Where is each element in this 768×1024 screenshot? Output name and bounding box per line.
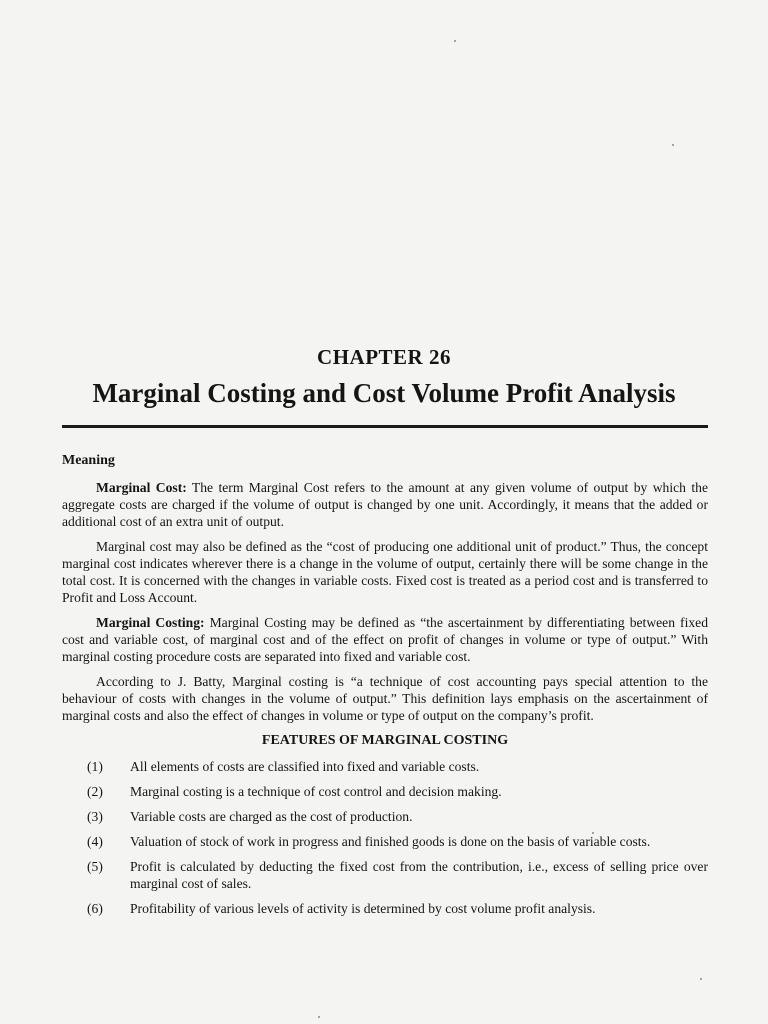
list-item-number: (4) [87,834,103,849]
list-item-number: (2) [87,784,103,799]
paragraph [62,538,708,606]
paragraph-lead: Marginal Cost: [96,480,187,495]
list-item-text: Profit is calculated by deducting the fixed cost from the contribution, i.e., excess of selling price over marginal cost of sales. [130,859,708,891]
list-item-number: (6) [87,901,103,916]
scan-speck [454,40,456,42]
features-heading: FEATURES OF MARGINAL COSTING [261,733,509,748]
list-item [62,758,708,775]
paragraph-text: Marginal Costing may be defined as “the ascertainment by differentiating between fixed cost and variable cost, of marginal cost and of the effect on profit of changes in volume or type of output.” With marginal costing procedure costs are separated into fixed and variable cost. [62,615,708,664]
list-item-text: Variable costs are charged as the cost of production. [130,809,413,824]
title-divider [62,425,708,428]
list-item-number: (5) [87,859,103,874]
features-list [62,758,708,917]
chapter-number: CHAPTER 26 [317,345,451,369]
scan-speck [672,144,674,146]
scan-speck [318,1016,320,1018]
list-item-number: (3) [87,809,103,824]
list-item [62,783,708,800]
scan-speck [700,978,702,980]
paragraph [62,614,708,665]
list-item-text: Profitability of various levels of activity is determined by cost volume profit analysis. [130,901,596,916]
list-item-text: All elements of costs are classified into fixed and variable costs. [130,759,480,774]
paragraph-text: The term Marginal Cost refers to the amount at any given volume of output by which the aggregate costs are charged if the volume of output is changed by one unit. Accordingly, it means that the added or additional cost of an extra unit of output. [62,480,708,529]
list-item [62,900,708,917]
paragraph [62,673,708,724]
paragraph-text: Marginal cost may also be defined as the “cost of producing one additional unit of product.” Thus, the concept marginal cost indicates wherever there is a change in the volume of output, certainly there will be some change in the total cost. It is concerned with the changes in variable costs. Fixed cost is treated as a period cost and is transferred to Profit and Loss Account. [62,539,708,605]
section-heading: Meaning [62,453,115,468]
chapter-body [62,452,708,925]
list-item-number: (1) [87,759,103,774]
paragraph [62,479,708,530]
list-item-text: Marginal costing is a technique of cost control and decision making. [130,784,502,799]
paragraph-lead: Marginal Costing: [96,615,205,630]
list-item-text: Valuation of stock of work in progress and finished goods is done on the basis of variable costs. [130,834,651,849]
paragraph-text: According to J. Batty, Marginal costing is “a technique of cost accounting pays special attention to the behaviour of costs with changes in the volume of output.” This definition lays emphasis on the ascertainment of marginal costs and also the effect of changes in volume or type of output on the company’s profit. [62,674,708,723]
chapter-title: Marginal Costing and Cost Volume Profit Analysis [92,378,676,408]
list-item [62,858,708,892]
list-item [62,833,708,850]
list-item [62,808,708,825]
